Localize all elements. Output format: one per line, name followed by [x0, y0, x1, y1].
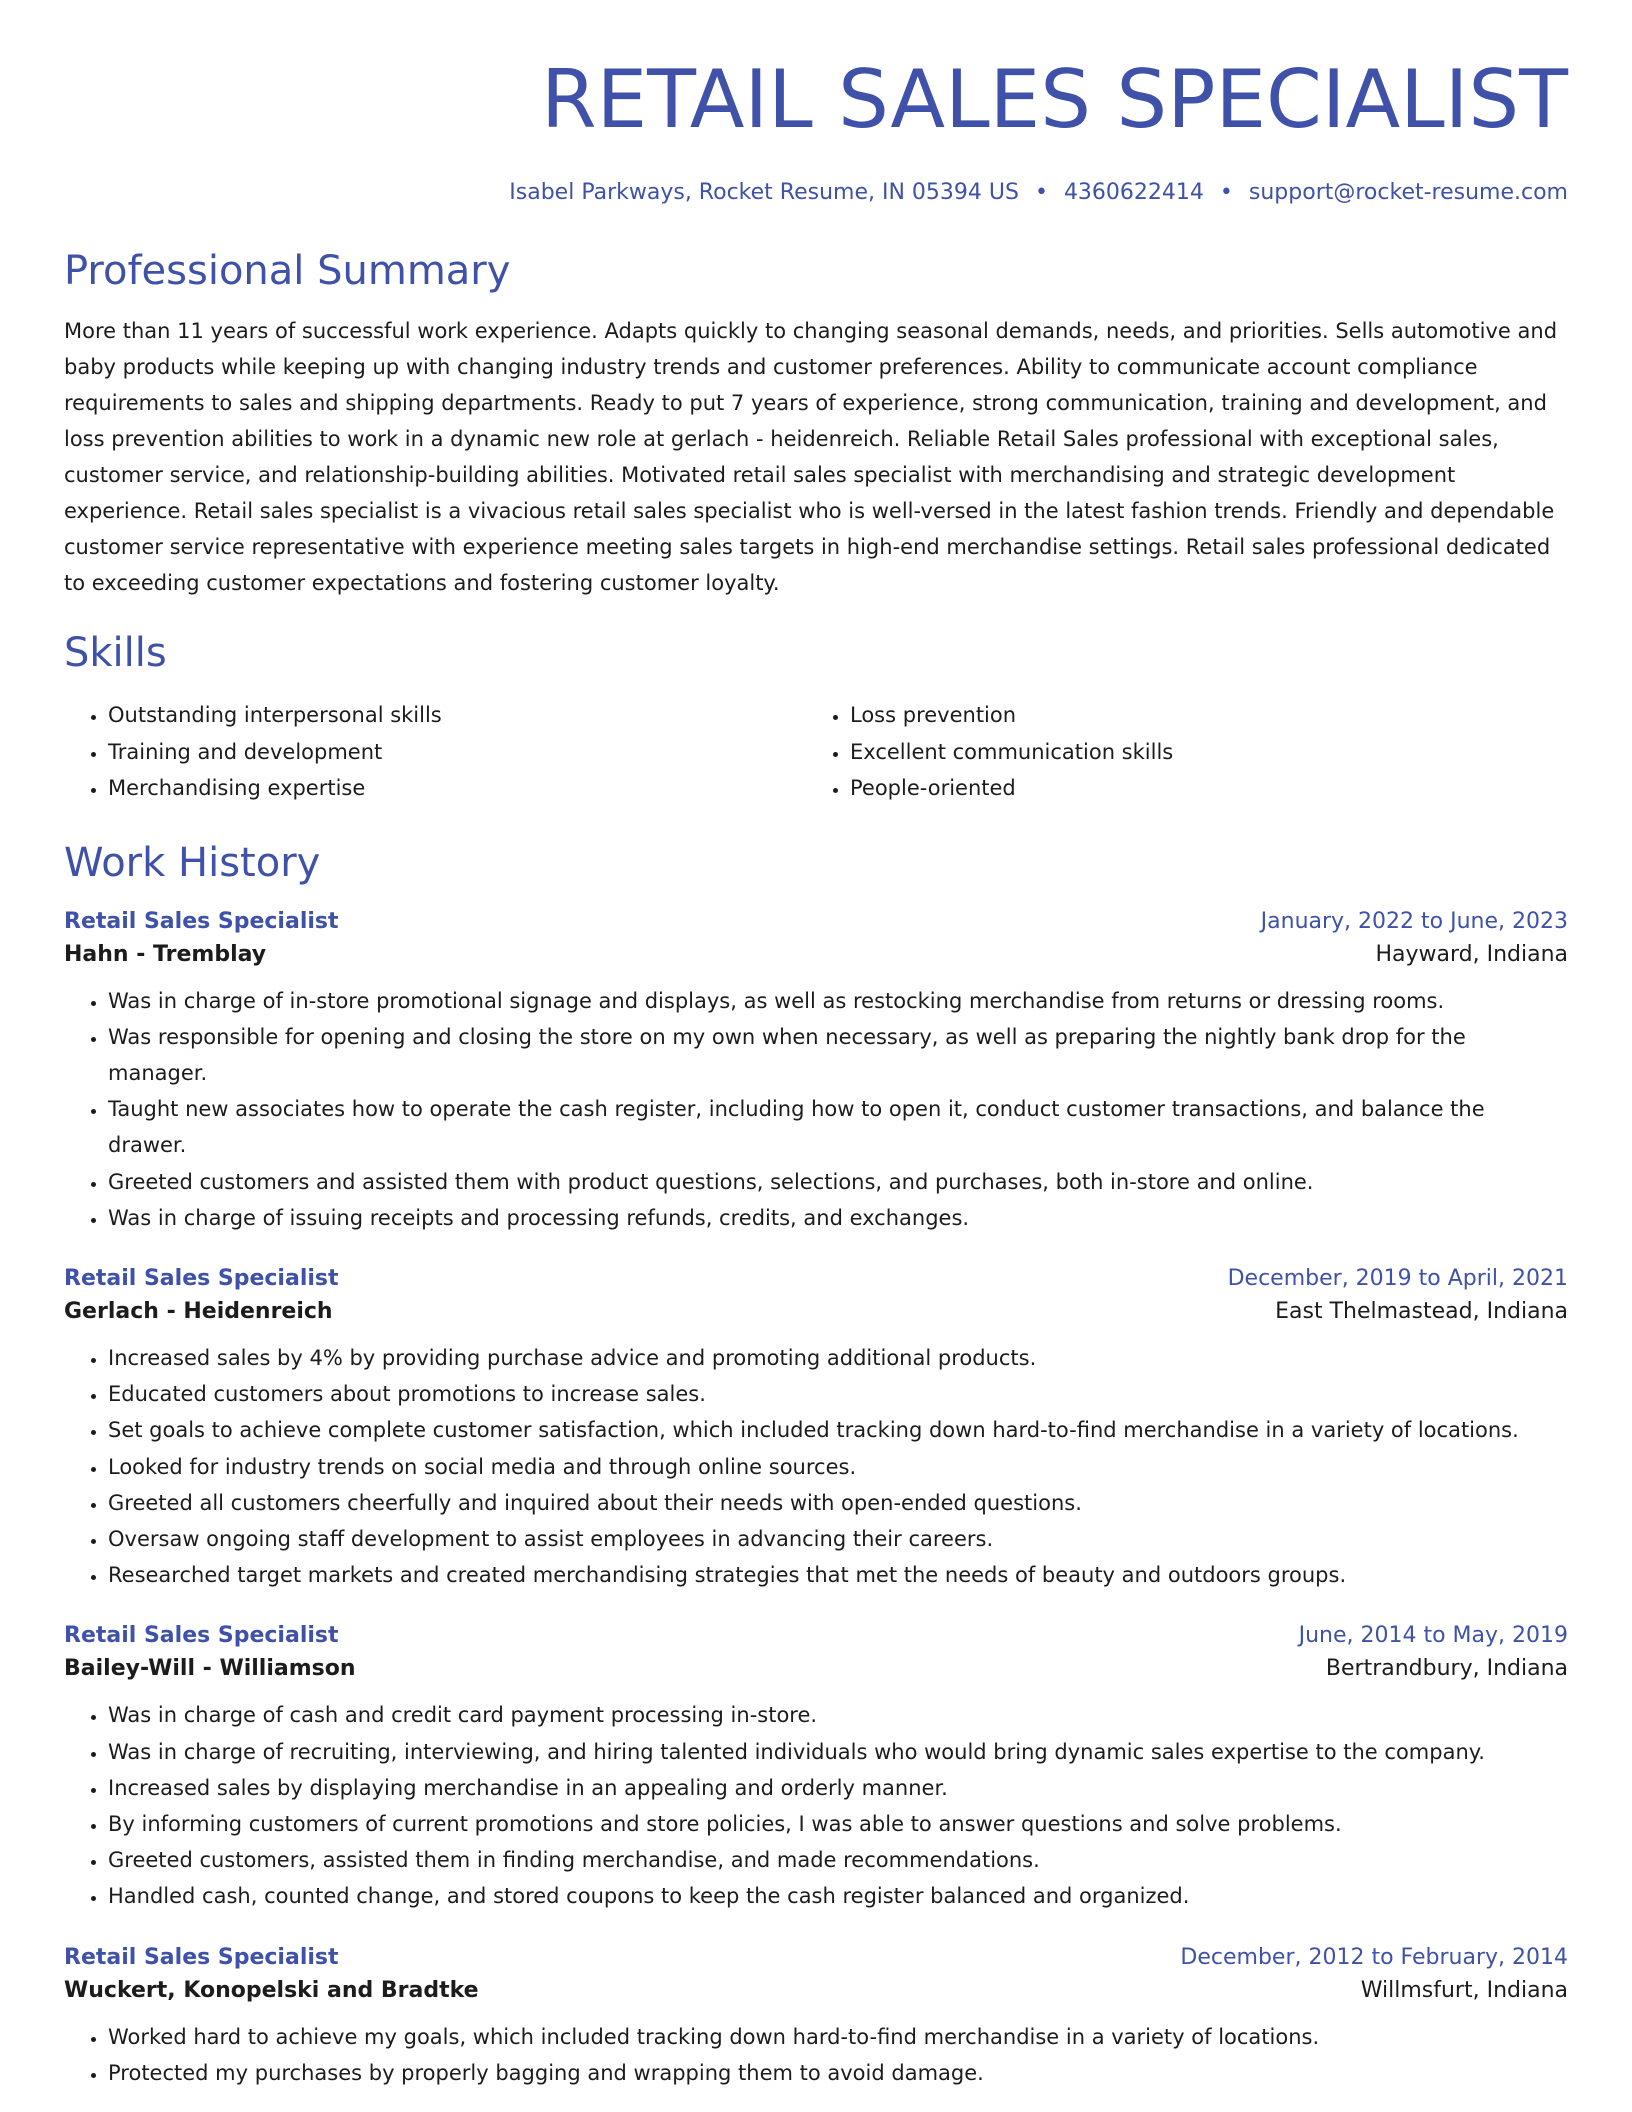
- job-entry: [64, 909, 1568, 1236]
- job-bullets: [64, 2019, 1568, 2091]
- skill-item: • Loss prevention: [850, 697, 1568, 734]
- job-bullet: • Worked hard to achieve my goals, which included tracking down hard-to-find merchandise in a variety of locations.: [108, 2019, 1568, 2055]
- job-bullet: • Increased sales by displaying merchandise in an appealing and orderly manner.: [108, 1770, 1568, 1806]
- job-header-row: [64, 1945, 1568, 1970]
- job-bullet: • By informing customers of current promotions and store policies, I was able to answer questions and solve problems.: [108, 1806, 1568, 1842]
- job-title: Retail Sales Specialist: [64, 1623, 339, 1649]
- job-bullet: • Was in charge of recruiting, interviewing, and hiring talented individuals who would bring dynamic sales expertise to the company.: [108, 1734, 1568, 1770]
- job-bullet: • Increased sales by 4% by providing purchase advice and promoting additional products.: [108, 1340, 1568, 1376]
- job-bullets: [64, 1340, 1568, 1593]
- skills-grid: [64, 697, 1568, 807]
- skills-list-right: [806, 697, 1568, 807]
- work-history-heading: Work History: [64, 839, 321, 886]
- job-location: Willmsfurt, Indiana: [1360, 1977, 1568, 2003]
- job-bullet: • Was in charge of cash and credit card payment processing in-store.: [108, 1697, 1568, 1733]
- skills-heading: Skills: [64, 630, 167, 676]
- job-location: Hayward, Indiana: [1375, 941, 1568, 967]
- job-location: East Thelmastead, Indiana: [1275, 1298, 1568, 1324]
- skill-item: • Training and development: [108, 734, 806, 771]
- contact-separator: •: [1034, 180, 1048, 205]
- contact-email[interactable]: support@rocket-resume.com: [1248, 180, 1568, 205]
- job-bullet: • Was in charge of in-store promotional signage and displays, as well as restocking merchandise from returns or dressing rooms.: [108, 983, 1568, 1019]
- contact-address: Isabel Parkways, Rocket Resume, IN 05394 US: [509, 180, 1019, 205]
- job-bullet: • Was responsible for opening and closing the store on my own when necessary, as well as preparing the nightly bank drop for the manager.: [108, 1019, 1568, 1091]
- job-title: Retail Sales Specialist: [64, 1944, 339, 1970]
- job-company: Gerlach - Heidenreich: [64, 1298, 333, 1324]
- job-bullet: • Taught new associates how to operate the cash register, including how to open it, conduct customer transactions, and balance the drawer.: [108, 1091, 1568, 1163]
- contact-line: [64, 180, 1568, 205]
- job-company-row: [64, 942, 1568, 967]
- skills-section: [64, 629, 1568, 807]
- job-bullet: • Was in charge of issuing receipts and processing refunds, credits, and exchanges.: [108, 1200, 1568, 1236]
- contact-separator: •: [1219, 180, 1233, 205]
- job-dates: December, 2019 to April, 2021: [1227, 1265, 1568, 1291]
- job-bullet: • Greeted customers, assisted them in finding merchandise, and made recommendations.: [108, 1842, 1568, 1878]
- job-header-row: [64, 909, 1568, 934]
- job-bullet: • Greeted customers and assisted them with product questions, selections, and purchases, both in-store and online.: [108, 1164, 1568, 1200]
- job-company-row: [64, 1978, 1568, 2003]
- job-dates: January, 2022 to June, 2023: [1260, 908, 1568, 934]
- skill-item: • Merchandising expertise: [108, 770, 806, 807]
- job-entry: [64, 1266, 1568, 1593]
- job-company: Bailey-Will - Williamson: [64, 1656, 356, 1682]
- job-entry: [64, 1945, 1568, 2091]
- work-history-section: [64, 839, 1568, 2091]
- job-bullet: • Handled cash, counted change, and stored coupons to keep the cash register balanced and organized.: [108, 1878, 1568, 1914]
- summary-section: [64, 247, 1568, 601]
- skills-list-left: [64, 697, 806, 807]
- resume-title: RETAIL SALES SPECIALIST: [541, 53, 1568, 146]
- job-bullets: [64, 983, 1568, 1236]
- job-bullet: • Researched target markets and created merchandising strategies that met the needs of beauty and outdoors groups.: [108, 1557, 1568, 1593]
- job-company-row: [64, 1656, 1568, 1681]
- job-entry: [64, 1623, 1568, 1914]
- job-title: Retail Sales Specialist: [64, 1265, 339, 1291]
- job-location: Bertrandbury, Indiana: [1325, 1656, 1568, 1682]
- skill-item: • People-oriented: [850, 770, 1568, 807]
- contact-phone: 4360622414: [1063, 180, 1204, 205]
- job-bullet: • Greeted all customers cheerfully and inquired about their needs with open-ended questions.: [108, 1485, 1568, 1521]
- job-bullets: [64, 1697, 1568, 1914]
- summary-heading: Professional Summary: [64, 248, 511, 294]
- skill-item: • Outstanding interpersonal skills: [108, 697, 806, 734]
- job-bullet: • Set goals to achieve complete customer satisfaction, which included tracking down hard-to-find merchandise in a variety of locations.: [108, 1412, 1568, 1448]
- job-dates: December, 2012 to February, 2014: [1180, 1944, 1568, 1970]
- skill-item: • Excellent communication skills: [850, 734, 1568, 771]
- job-bullet: • Looked for industry trends on social media and through online sources.: [108, 1449, 1568, 1485]
- job-title: Retail Sales Specialist: [64, 908, 339, 934]
- job-bullet: • Oversaw ongoing staff development to assist employees in advancing their careers.: [108, 1521, 1568, 1557]
- job-header-row: [64, 1623, 1568, 1648]
- job-dates: June, 2014 to May, 2019: [1298, 1623, 1568, 1649]
- job-bullet: • Educated customers about promotions to increase sales.: [108, 1376, 1568, 1412]
- summary-text: More than 11 years of successful work experience. Adapts quickly to changing seasonal demands, needs, and priorities. Sells automotive and baby products while keeping up with changing industry trends and customer preferences. Ability to communicate account compliance requirements to sales and shipping departments. Ready to put 7 years of experience, strong communication, training and development, and loss prevention abilities to work in a dynamic new role at gerlach - heidenreich. Reliable Retail Sales professional with exceptional sales, customer service, and relationship-building abilities. Motivated retail sales specialist with merchandising and strategic development experience. Retail sales specialist is a vivacious retail sales specialist who is well-versed in the latest fashion trends. Friendly and dependable customer service representative with experience meeting sales targets in high-end merchandise settings. Retail sales professional dedicated to exceeding customer expectations and fostering customer loyalty.: [64, 319, 1558, 595]
- job-header-row: [64, 1266, 1568, 1291]
- job-company: Wuckert, Konopelski and Bradtke: [64, 1977, 479, 2003]
- job-bullet: • Protected my purchases by properly bagging and wrapping them to avoid damage.: [108, 2055, 1568, 2091]
- job-company: Hahn - Tremblay: [64, 941, 267, 967]
- job-company-row: [64, 1299, 1568, 1324]
